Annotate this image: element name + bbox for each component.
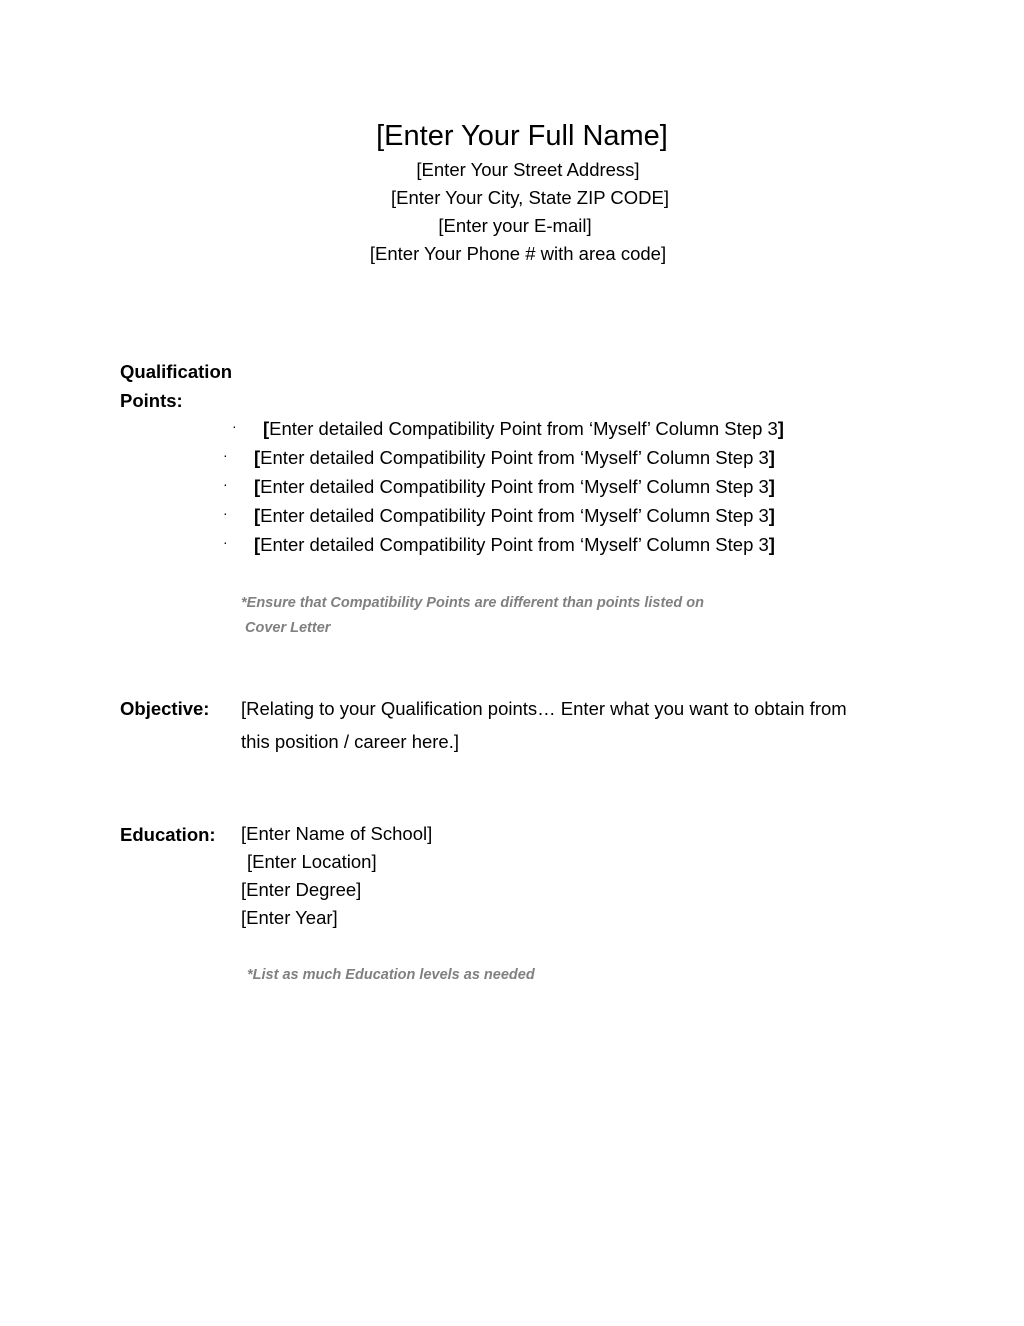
qualification-note-line2: Cover Letter — [245, 620, 331, 636]
bullet-icon: · — [232, 418, 237, 434]
bullet-icon: · — [223, 476, 228, 492]
qualification-point-text: [Enter detailed Compatibility Point from ‘Myself’ Column Step 3] — [254, 534, 775, 555]
qualification-note-line1: *Ensure that Compatibility Points are different than points listed on — [241, 595, 704, 611]
objective-text — [241, 692, 921, 758]
bullet-icon: · — [223, 447, 228, 463]
objective-line2: this position / career here.] — [241, 731, 459, 752]
school-location: [Enter Location] — [247, 851, 377, 872]
objective-heading: Objective: — [120, 698, 210, 719]
street-address: [Enter Your Street Address] — [416, 159, 640, 180]
qualification-point-text: [Enter detailed Compatibility Point from ‘Myself’ Column Step 3] — [263, 418, 784, 439]
education-details — [241, 820, 432, 932]
objective-line1: [Relating to your Qualification points… Enter what you want to obtain from — [241, 698, 847, 719]
education-heading: Education: — [120, 824, 216, 845]
qualification-heading-line1: Qualification — [120, 361, 233, 382]
qualification-heading-line2: Points: — [120, 390, 183, 411]
full-name: [Enter Your Full Name] — [376, 120, 668, 152]
qualification-point-text: [Enter detailed Compatibility Point from ‘Myself’ Column Step 3] — [254, 476, 775, 497]
bullet-icon: · — [223, 534, 228, 550]
email-address: [Enter your E-mail] — [438, 215, 592, 236]
qualification-point-text: [Enter detailed Compatibility Point from ‘Myself’ Column Step 3] — [254, 505, 775, 526]
contact-header — [0, 116, 1024, 268]
qualification-points-heading — [120, 357, 232, 415]
qualification-point-text: [Enter detailed Compatibility Point from ‘Myself’ Column Step 3] — [254, 447, 775, 468]
phone-number: [Enter Your Phone # with area code] — [369, 243, 667, 264]
education-note: *List as much Education levels as needed — [247, 967, 535, 983]
bullet-icon: · — [223, 505, 228, 521]
city-state-zip: [Enter Your City, State ZIP CODE] — [391, 187, 669, 208]
school-name: [Enter Name of School] — [241, 823, 433, 844]
degree: [Enter Degree] — [241, 879, 362, 900]
graduation-year: [Enter Year] — [241, 907, 338, 928]
